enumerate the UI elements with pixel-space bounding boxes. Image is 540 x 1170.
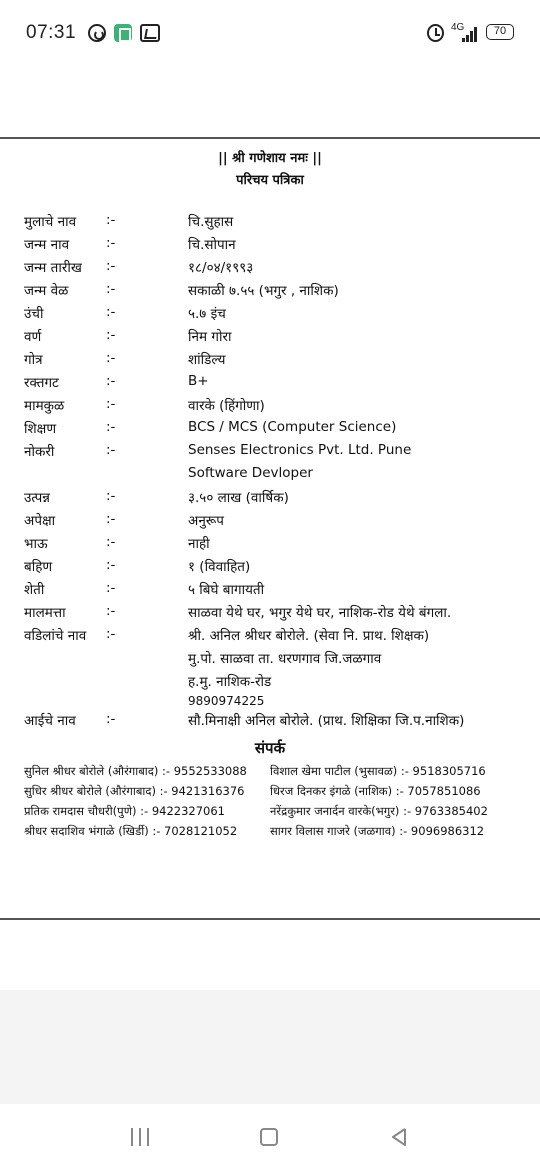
biodata-row: जन्म तारीख :- १८/०४/१९९३ — [24, 258, 254, 276]
invocation-heading: || श्री गणेशाय नमः || — [218, 151, 322, 166]
biodata-row: शिक्षण :- BCS / MCS (Computer Science) — [24, 419, 397, 437]
document-title: परिचय पत्रिका — [236, 173, 304, 188]
biodata-row: वडिलांचे नाव :- श्री. अनिल श्रीधर बोरोले. (सेवा नि. प्राथ. शिक्षक) — [24, 626, 430, 644]
biodata-row: भाऊ :- नाही — [24, 534, 210, 552]
biodata-row: नोकरी :- Senses Electronics Pvt. Ltd. Pune — [24, 442, 412, 460]
biodata-row: उंची :- ५.७ इंच — [24, 304, 226, 322]
biodata-row: मालमत्ता :- साळवा येथे घर, भगुर येथे घर, नाशिक-रोड येथे बंगला. — [24, 603, 452, 621]
father-address-line: मु.पो. साळवा ता. धरणगाव जि.जळगाव — [188, 651, 382, 667]
status-time: 07:31 — [26, 22, 77, 43]
biodata-row: गोत्र :- शांडिल्य — [24, 350, 226, 368]
biodata-row: मामकुळ :- वारके (हिंगोणा) — [24, 396, 265, 414]
contact-row: प्रतिक रामदास चौधरी(पुणे) :- 9422327061 नरेंद्रकुमार जनार्दन वारके(भगुर) :- 9763385402 — [24, 804, 488, 818]
gallery-icon — [140, 24, 160, 42]
home-icon[interactable] — [260, 1128, 278, 1146]
biodata-row: आईचे नाव :- सौ.मिनाक्षी अनिल बोरोले. (प्राथ. शिक्षिका जि.प.नाशिक) — [24, 711, 465, 729]
battery-icon: 70 — [486, 24, 514, 40]
bottom-rule — [0, 918, 540, 920]
image-viewer-footer — [0, 990, 540, 1104]
biodata-row: जन्म नाव :- चि.सोपान — [24, 235, 236, 253]
biodata-row: जन्म वेळ :- सकाळी ७.५५ (भगुर , नाशिक) — [24, 281, 339, 299]
network-type: 4G — [451, 22, 465, 33]
biodata-row: वर्ण :- निम गोरा — [24, 327, 232, 345]
biodata-row: रक्तगट :- B+ — [24, 373, 209, 391]
father-phone: 9890974225 — [188, 694, 265, 708]
back-icon[interactable] — [390, 1128, 408, 1146]
biodata-row: अपेक्षा :- अनुरूप — [24, 511, 224, 529]
biodata-row: बहिण :- १ (विवाहित) — [24, 557, 251, 575]
alarm-icon — [427, 24, 444, 42]
job-title: Software Devloper — [188, 465, 313, 481]
biodata-row: मुलाचे नाव :- चि.सुहास — [24, 212, 234, 230]
app-icon — [114, 24, 132, 42]
status-bar — [0, 0, 540, 66]
biodata-row: शेती :- ५ बिघे बागायती — [24, 580, 265, 598]
contact-heading: संपर्क — [254, 739, 286, 757]
whatsapp-icon — [88, 24, 106, 42]
navigation-bar — [0, 1104, 540, 1170]
contact-row: सुनिल श्रीधर बोरोले (औरंगाबाद) :- 9552533088 विशाल खेमा पाटील (भुसावळ) :- 9518305716 — [24, 764, 486, 778]
menu-icon[interactable] — [131, 1128, 151, 1146]
contact-row: सुधिर श्रीधर बोरोले (औरंगाबाद) :- 9421316376 धिरज दिनकर इंगळे (नाशिक) :- 7057851086 — [24, 784, 481, 798]
signal-icon — [462, 26, 480, 42]
father-address-line: ह.मु. नाशिक-रोड — [188, 674, 272, 690]
contact-row: श्रीधर सदाशिव भंगाळे (खिर्डी) :- 7028121052 सागर विलास गाजरे (जळगाव) :- 9096986312 — [24, 824, 485, 838]
biodata-row: उत्पन्न :- ३.५० लाख (वार्षिक) — [24, 488, 289, 506]
top-rule — [0, 137, 540, 139]
